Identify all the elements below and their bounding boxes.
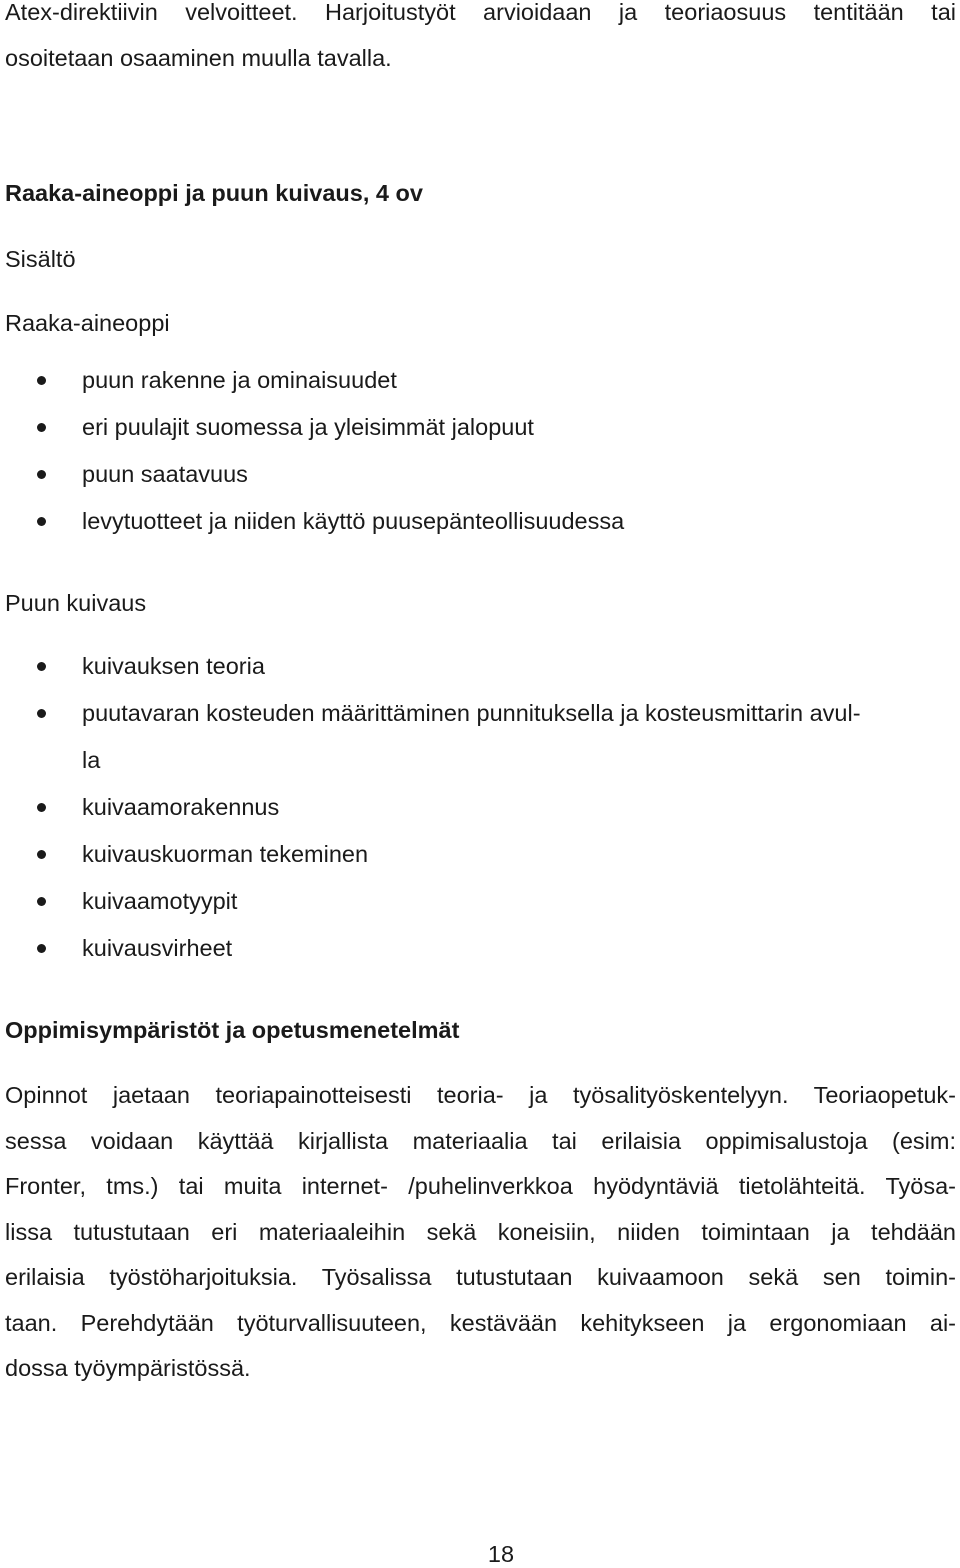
bullet-icon	[37, 944, 46, 953]
section-heading-wood-drying: Puun kuivaus	[5, 590, 147, 616]
list-item: kuivauksen teoria	[0, 643, 960, 690]
paragraph-line: lissa tutustutaan eri materiaaleihin sekä koneisiin, niiden toimintaan ja tehdään	[5, 1218, 956, 1245]
list-item: puutavaran kosteuden määrittäminen punnituksella ja kosteusmittarin avul- la	[0, 690, 960, 784]
course-title: Raaka-aineoppi ja puun kuivaus, 4 ov	[5, 180, 423, 206]
bullet-icon	[37, 470, 46, 479]
raw-materials-list	[0, 357, 960, 545]
wood-drying-list	[0, 643, 960, 972]
bullet-icon	[37, 662, 46, 671]
list-item: kuivaamorakennus	[0, 784, 960, 831]
page-number: 18	[487, 1541, 515, 1567]
bullet-icon	[37, 517, 46, 526]
paragraph-line: Atex-direktiivin velvoitteet. Harjoitustyöt arvioidaan ja teoriaosuus tentitään tai	[5, 0, 956, 25]
paragraph-line: taan. Perehdytään työturvallisuuteen, kestävään kehitykseen ja ergonomiaan ai-	[5, 1309, 956, 1336]
paragraph-line: erilaisia työstöharjoituksia. Työsalissa tutustutaan kuivaamoon sekä sen toimin-	[5, 1264, 956, 1290]
learning-environment-paragraph	[5, 1073, 956, 1392]
learning-environment-heading: Oppimisympäristöt ja opetusmenetelmät	[5, 1017, 460, 1043]
list-item: kuivausvirheet	[0, 925, 960, 972]
list-item: puun saatavuus	[0, 451, 960, 498]
bullet-icon	[37, 423, 46, 432]
paragraph-line: sessa voidaan käyttää kirjallista materiaalia tai erilaisia oppimisalustoja (esim:	[5, 1127, 956, 1154]
intro-paragraph	[5, 0, 956, 81]
bullet-icon	[37, 709, 46, 718]
list-item: puun rakenne ja ominaisuudet	[0, 357, 960, 404]
bullet-icon	[37, 850, 46, 859]
paragraph-line: osoitetaan osaaminen muulla tavalla.	[5, 44, 392, 71]
content-heading: Sisältö	[5, 246, 76, 272]
paragraph-line: Opinnot jaetaan teoriapainotteisesti teoria- ja työsalityöskentelyyn. Teoriaopetuk-	[5, 1082, 956, 1108]
list-item: kuivauskuorman tekeminen	[0, 831, 960, 878]
section-heading-raw-materials: Raaka-aineoppi	[5, 310, 170, 336]
bullet-icon	[37, 897, 46, 906]
bullet-icon	[37, 376, 46, 385]
paragraph-line: dossa työympäristössä.	[5, 1355, 251, 1381]
list-item: levytuotteet ja niiden käyttö puusepänteollisuudessa	[0, 498, 960, 545]
bullet-icon	[37, 803, 46, 812]
list-item: eri puulajit suomessa ja yleisimmät jalopuut	[0, 404, 960, 451]
paragraph-line: Fronter, tms.) tai muita internet- /puhelinverkkoa hyödyntäviä tietolähteitä. Työsa-	[5, 1173, 956, 1199]
list-item: kuivaamotyypit	[0, 878, 960, 925]
